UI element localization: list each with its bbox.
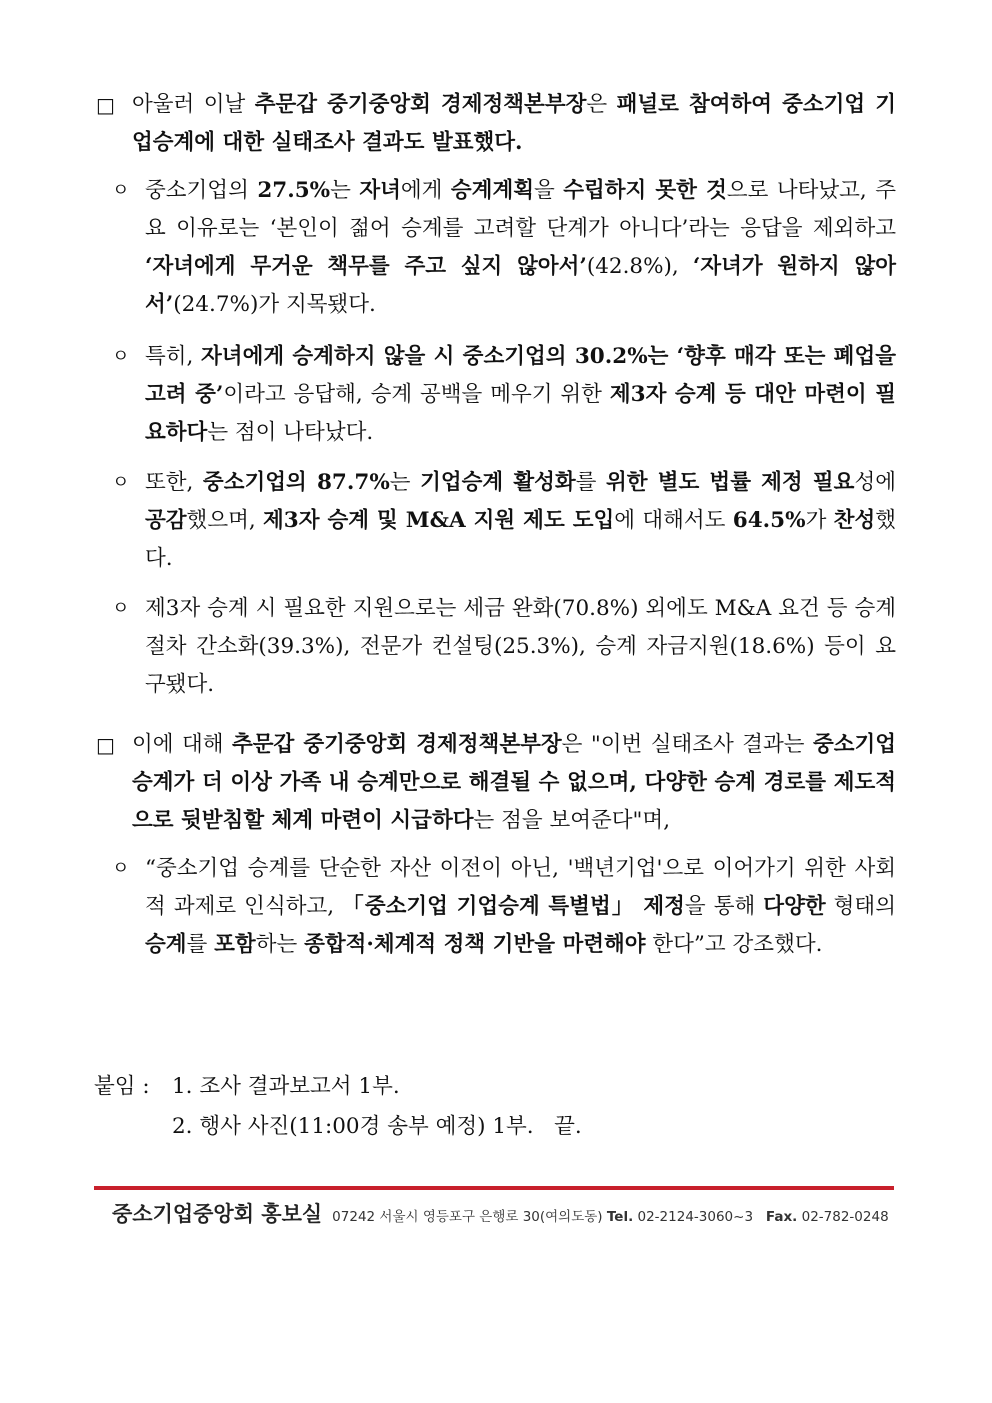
text-run: 가 xyxy=(805,508,834,533)
text-run: 는 점을 보여준다"며, xyxy=(473,808,671,833)
text-run-bold: 찬성 xyxy=(833,508,876,533)
text-run-bold: 종합적·체계적 정책 기반을 마련해야 xyxy=(304,932,646,957)
text-run: 특히, xyxy=(145,344,202,369)
text-run-bold: 중소기업 승계가 더 이상 가족 내 승계만으로 해결될 수 없으며, 다양한 승계 경로를 제도적으로 뒷받침할 체계 마련이 시급하다 xyxy=(132,732,897,833)
text-run: 은 xyxy=(586,92,617,117)
text-run-bold: 다양한 xyxy=(763,894,826,919)
fax-number: 02-782-0248 xyxy=(801,1209,889,1225)
text-run: 한다”고 강조했다. xyxy=(645,932,823,957)
circle-bullet-icon: ㅇ xyxy=(112,180,130,201)
text-run-bold: 공감 xyxy=(145,508,187,533)
text-run-bold: ‘자녀에게 무거운 책무를 주고 싶지 않아서’ xyxy=(145,254,587,279)
point-3-paragraph xyxy=(145,464,896,578)
text-run: 는 xyxy=(330,178,360,203)
text-run: 으로 나타났고, 주요 이유로는 ‘본인이 젊어 승계를 고려할 단계가 아니다’라는 응답을 제외하고 xyxy=(145,178,896,241)
text-run-bold: 패널로 참여하여 중소기업 기업승계에 대한 실태조사 결과도 발표했다. xyxy=(132,92,896,155)
text-run: 은 "이번 실태조사 결과는 xyxy=(561,732,813,757)
text-run-bold: 승계 xyxy=(145,932,187,957)
footer-address xyxy=(332,1209,888,1225)
text-run: 중소기업의 xyxy=(145,178,258,203)
text-run: 했으며, xyxy=(186,508,264,533)
footer xyxy=(112,1198,889,1228)
text-run-bold: 자녀 xyxy=(359,178,401,203)
circle-bullet-icon: ㅇ xyxy=(112,346,130,367)
text-run: 에게 xyxy=(400,178,451,203)
circle-bullet-icon: ㅇ xyxy=(112,598,130,619)
point-2-paragraph xyxy=(145,338,896,452)
text-run: 하는 xyxy=(255,932,305,957)
footer-divider xyxy=(94,1186,894,1190)
text-run: 이에 대해 xyxy=(132,732,232,757)
text-run: 는 xyxy=(389,470,421,495)
text-run-bold: 중소기업의 87.7% xyxy=(202,470,390,495)
footer-org-name: 중소기업중앙회 홍보실 xyxy=(112,1202,323,1226)
square-bullet-icon: □ xyxy=(96,93,115,117)
text-run: 이라고 응답해, 승계 공백을 메우기 위한 xyxy=(223,382,610,407)
circle-bullet-icon: ㅇ xyxy=(112,472,130,493)
text-run-bold: 제3자 승계 및 M&A 지원 제도 도입 xyxy=(263,508,615,533)
text-run: 성에 xyxy=(854,470,896,495)
text-run: 했다. xyxy=(145,508,896,571)
text-run: 를 xyxy=(575,470,606,495)
text-run: 를 xyxy=(186,932,215,957)
law-name: 「중소기업 기업승계 특별법」 제정 xyxy=(342,894,685,919)
text-run-bold: 자녀에게 승계하지 않을 시 중소기업의 30.2%는 ‘향후 매각 또는 폐업을 고려 중’ xyxy=(145,344,896,407)
attachment-item-2: 2. 행사 사진(11:00경 송부 예정) 1부. 끝. xyxy=(172,1114,582,1139)
text-run-bold: ‘자녀가 원하지 않아서’ xyxy=(145,254,896,317)
text-run: (42.8%), xyxy=(586,254,693,279)
text-run: 제3자 승계 시 필요한 지원으로는 세금 완화(70.8%) 외에도 M&A 요건 등 승계절차 간소화(39.3%), 전문가 컨설팅(25.3%), 승계 자금지원(18.6%) 등이 요구됐다. xyxy=(145,596,896,697)
point-5-paragraph xyxy=(145,850,896,964)
text-run-bold: 수립하지 못한 것 xyxy=(563,178,727,203)
text-run: “중소기업 승계를 단순한 자산 이전이 아닌, '백년기업'으로 이어가기 위한 사회적 과제로 인식하고, xyxy=(145,856,896,919)
tel-label: Tel. xyxy=(606,1209,634,1225)
stat-value: 27.5% xyxy=(257,178,331,203)
speaker-name: 추문갑 중기중앙회 경제정책본부장 xyxy=(231,732,562,757)
attachment-label: 붙임 : xyxy=(94,1074,157,1099)
text-run: 을 통해 xyxy=(684,894,764,919)
section-1-paragraph xyxy=(132,86,896,162)
text-run: 는 점이 나타났다. xyxy=(207,420,374,445)
circle-bullet-icon: ㅇ xyxy=(112,858,130,879)
attachment-item-1: 1. 조사 결과보고서 1부. xyxy=(172,1074,400,1099)
text-run: 형태의 xyxy=(825,894,896,919)
tel-number: 02-2124-3060~3 xyxy=(637,1209,754,1225)
stat-value: 64.5% xyxy=(732,508,806,533)
text-run: 을 xyxy=(533,178,564,203)
text-run: (24.7%)가 지목됐다. xyxy=(173,292,376,317)
text-run-bold: 기업승계 활성화 xyxy=(420,470,576,495)
section-2-paragraph xyxy=(132,726,896,840)
square-bullet-icon: □ xyxy=(96,733,115,757)
fax-label: Fax. xyxy=(765,1209,798,1225)
text-run: 아울러 이날 xyxy=(132,92,255,117)
point-4-paragraph xyxy=(145,590,896,704)
text-run-bold: 위한 별도 법률 제정 필요 xyxy=(605,470,855,495)
address-text: 07242 서울시 영등포구 은행로 30(여의도동) xyxy=(332,1209,603,1225)
text-run: 또한, xyxy=(145,470,203,495)
text-run-bold: 포함 xyxy=(214,932,256,957)
text-run-bold: 승계계획 xyxy=(450,178,534,203)
text-run: 에 대해서도 xyxy=(614,508,733,533)
text-run-bold: 제3자 승계 등 대안 마련이 필요하다 xyxy=(145,382,896,445)
speaker-name: 추문갑 중기중앙회 경제정책본부장 xyxy=(254,92,587,117)
point-1-paragraph xyxy=(145,172,896,324)
